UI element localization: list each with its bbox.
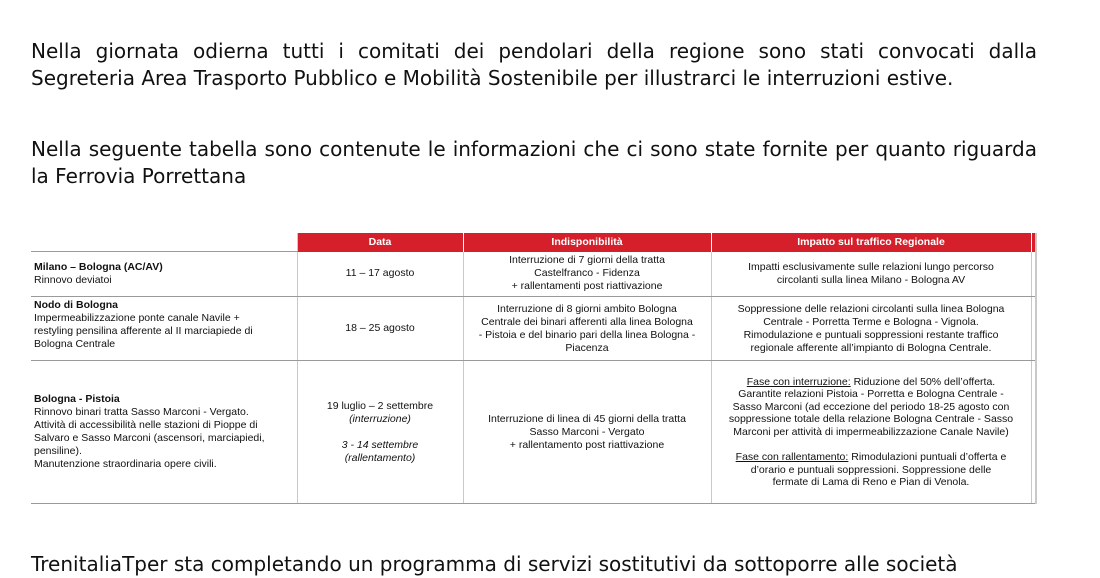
unavail-line: Interruzione di linea di 45 giorni della tratta — [488, 412, 686, 425]
date-note: (rallentamento) — [344, 451, 416, 464]
unavail-line: Piacenza — [565, 341, 609, 354]
unavail-line: Interruzione di 8 giorni ambito Bologna — [497, 302, 677, 315]
unavail-line: + rallentamento post riattivazione — [509, 438, 665, 451]
section-cell — [31, 297, 297, 361]
section-title: Milano – Bologna (AC/AV) — [34, 261, 163, 273]
section-title: Nodo di Bologna — [34, 299, 118, 311]
impact-line: d’orario e puntuali soppressioni. Soppressione delle — [750, 463, 992, 476]
date-cell — [297, 297, 463, 361]
impact-line: Sasso Marconi (ad eccezione del periodo 18-25 agosto con — [732, 400, 1010, 413]
section-desc-line: Attività di accessibilità nelle stazioni di Pioppe di — [34, 419, 258, 431]
impact-line: soppressione totale della relazione Bologna Centrale - Sasso — [728, 413, 1014, 425]
impact-line: Soppressione delle relazioni circolanti sulla linea Bologna — [737, 302, 1005, 315]
impact-cell — [711, 361, 1031, 504]
impact-line: Marconi per attività di impermeabilizzazione Canale Navile) — [733, 425, 1009, 438]
header-edge — [1031, 233, 1036, 252]
date-cell — [297, 252, 463, 297]
section-desc-line: Bologna Centrale — [34, 338, 116, 350]
date-text: 19 luglio – 2 settembre — [326, 399, 434, 412]
impact-cell — [711, 252, 1031, 297]
impact-text: Riduzione del 50% dell’offerta. — [850, 375, 996, 388]
section-cell — [31, 361, 297, 504]
date-text: 11 – 17 agosto — [345, 267, 415, 280]
date-cell — [297, 361, 463, 504]
unavail-line: Centrale dei binari afferenti alla linea Bologna — [481, 315, 693, 328]
impact-line: Rimodulazione e puntuali soppressioni restante traffico — [743, 328, 999, 341]
impact-text: Rimodulazioni puntuali d’offerta e — [848, 451, 1007, 463]
impact-line: Garantite relazioni Pistoia - Porretta e Bologna Centrale - — [738, 388, 1004, 400]
section-desc-line: pensiline). — [34, 445, 82, 457]
unavailability-cell — [463, 361, 711, 504]
impact-line: circolanti sulla linea Milano - Bologna AV — [776, 273, 966, 286]
impact-line: regionale afferente all’impianto di Bologna Centrale. — [750, 341, 992, 354]
header-date: Data — [297, 233, 463, 252]
interruptions-table — [31, 233, 1037, 504]
section-cell — [31, 252, 297, 297]
unavail-line: Interruzione di 7 giorni della tratta — [509, 254, 665, 267]
edge-cell — [1031, 297, 1036, 361]
impact-line — [715, 376, 1028, 389]
section-desc-line: Manutenzione straordinaria opere civili. — [34, 458, 217, 470]
section-desc-line: Salvaro e Sasso Marconi (ascensori, marciapiedi, — [34, 432, 265, 444]
phase-label: Fase con rallentamento: — [735, 451, 849, 463]
date-text: 18 – 25 agosto — [345, 322, 415, 334]
table-row — [31, 361, 1036, 504]
unavailability-cell — [463, 252, 711, 297]
section-desc-line: Rinnovo deviatoi — [34, 274, 112, 286]
spacer — [715, 438, 1028, 451]
table-intro-paragraph: Nella seguente tabella sono contenute le informazioni che ci sono state fornite per quanto riguarda la Ferrovia Porrettana — [31, 137, 1037, 188]
unavail-line: Sasso Marconi - Vergato — [529, 425, 645, 438]
table-row — [31, 252, 1036, 297]
impact-line — [715, 451, 1028, 464]
impact-line: Impatti esclusivamente sulle relazioni lungo percorso — [748, 260, 994, 273]
header-impact: Impatto sul traffico Regionale — [711, 233, 1031, 252]
header-unavailability: Indisponibilità — [463, 233, 711, 252]
closing-paragraph: TrenitaliaTper sta completando un programma di servizi sostitutivi da sottoporre alle società — [31, 552, 958, 576]
impact-line: Centrale - Porretta Terme e Bologna - Vignola. — [763, 315, 979, 328]
section-title: Bologna - Pistoia — [34, 393, 120, 405]
date-note: (interruzione) — [349, 412, 411, 425]
section-desc-line: restyling pensilina afferente al II marciapiede di — [34, 325, 253, 337]
table-row — [31, 297, 1036, 361]
unavail-line: + rallentamenti post riattivazione — [511, 280, 663, 293]
unavail-line: - Pistoia e del binario pari della linea Bologna - — [478, 328, 696, 341]
spacer — [301, 426, 460, 439]
phase-label: Fase con interruzione: — [746, 375, 851, 388]
edge-cell — [1031, 252, 1036, 297]
impact-line: fermate di Lama di Reno e Pian di Venola. — [772, 476, 970, 488]
section-desc-line: Rinnovo binari tratta Sasso Marconi - Vergato. — [34, 406, 249, 418]
table-header-row — [31, 233, 1036, 252]
date-text-secondary: 3 - 14 settembre — [341, 438, 419, 451]
unavailability-cell — [463, 297, 711, 361]
header-blank-cell — [31, 233, 297, 252]
impact-cell — [711, 297, 1031, 361]
section-desc-line: Impermeabilizzazione ponte canale Navile + — [34, 312, 240, 324]
edge-cell — [1031, 361, 1036, 504]
unavail-line: Castelfranco - Fidenza — [534, 267, 640, 280]
intro-paragraph: Nella giornata odierna tutti i comitati dei pendolari della regione sono stati convocati dalla Segreteria Area Trasporto Pubblico e Mobilità Sostenibile per illustrarci le interruzioni estive. — [31, 39, 1037, 90]
